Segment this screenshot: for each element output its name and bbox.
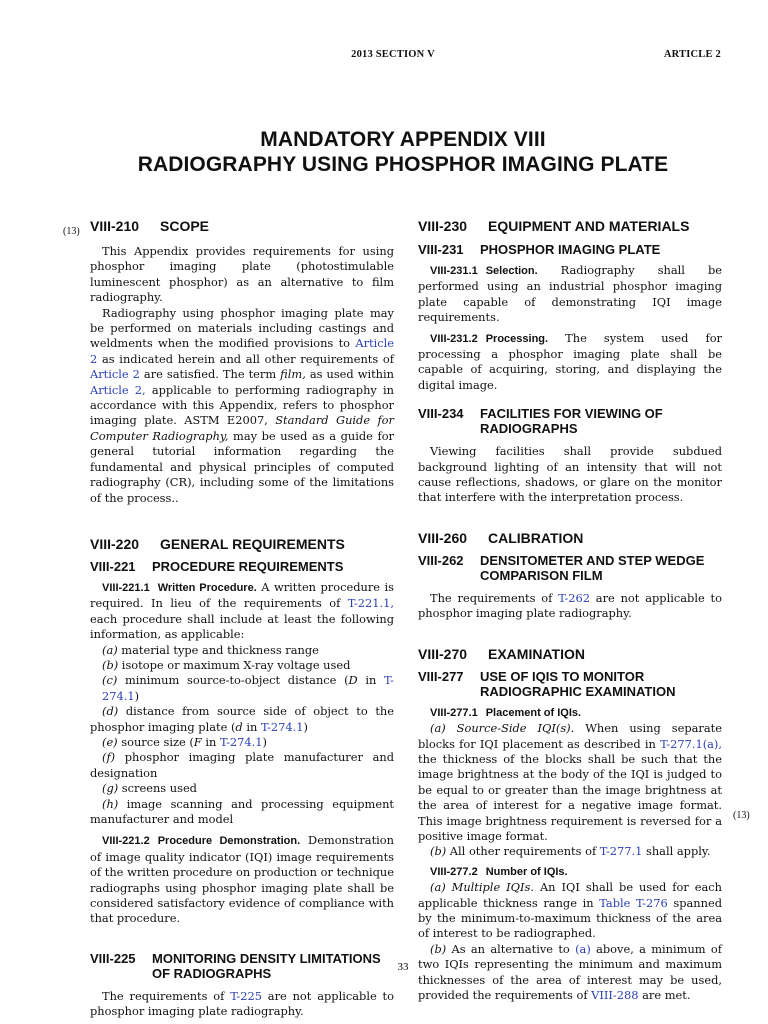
section-heading-220: VIII-220 GENERAL REQUIREMENTS bbox=[90, 535, 345, 552]
section-heading-230: VIII-230 EQUIPMENT AND MATERIALS bbox=[418, 218, 690, 234]
link-article-2[interactable]: Article 2 bbox=[90, 336, 394, 366]
revision-marker-right: (13) bbox=[733, 810, 750, 821]
link-t-225[interactable]: T-225 bbox=[230, 988, 262, 1003]
procedure-item-h: (h) image scanning and processing equipment manufacturer and model bbox=[90, 796, 394, 826]
number-item-b: (b) As an alternative to (a) above, a minimum of two IQIs representing the minimum and maximum thicknesses of the area of interest may be used, provided the requirements of VIII-288 are met. bbox=[418, 941, 722, 1002]
link-t-277-1-a[interactable]: T-277.1(a), bbox=[660, 736, 722, 751]
link-t-262[interactable]: T-262 bbox=[558, 590, 590, 605]
procedure-item-d: (d) distance from source side of object to the phosphor imaging plate (d in T-274.1) bbox=[90, 704, 394, 734]
placement-item-b: (b) All other requirements of T-277.1 shall apply. bbox=[430, 844, 711, 859]
procedure-item-b: (b) isotope or maximum X-ray voltage used bbox=[102, 657, 351, 672]
page-number: 33 bbox=[397, 961, 409, 973]
link-t-274-1[interactable]: T-274.1 bbox=[102, 673, 394, 703]
number-of-iqis-heading: VIII-277.2 Number of IQIs. bbox=[430, 865, 568, 878]
section-heading-231: VIII-231 PHOSPHOR IMAGING PLATE bbox=[418, 242, 661, 257]
link-viii-288[interactable]: VIII-288 bbox=[591, 988, 639, 1002]
link-t-274-1[interactable]: T-274.1 bbox=[219, 734, 263, 749]
link-t-274-1[interactable]: T-274.1 bbox=[260, 719, 304, 734]
procedure-item-f: (f) phosphor imaging plate manufacturer and designation bbox=[90, 750, 394, 780]
right-column bbox=[418, 218, 722, 1003]
number-item-a: (a) Multiple IQIs. An IQI shall be used for each applicable thickness range in Table T-276 spanned by the minimum-to-maximum thickness of the area of interest to be radiographed. bbox=[418, 880, 722, 941]
appendix-subtitle: RADIOGRAPHY USING PHOSPHOR IMAGING PLATE bbox=[137, 153, 669, 176]
running-header-article: ARTICLE 2 bbox=[663, 49, 721, 60]
section-heading-262: VIII-262 DENSITOMETER AND STEP WEDGE COMPARISON FILM bbox=[418, 552, 705, 583]
section-heading-234: VIII-234 FACILITIES FOR VIEWING OF RADIOGRAPHS bbox=[418, 406, 663, 437]
procedure-item-c: (c) minimum source-to-object distance (D in T-274.1) bbox=[102, 673, 394, 703]
left-column bbox=[90, 218, 394, 1020]
procedure-demonstration-paragraph: VIII-221.2 Procedure Demonstration. Demonstration of image quality indicator (IQI) image requirements of the written procedure on production or technique radiographs using phosphor imaging plate shall be considered satisfactory evidence of compliance with that procedure. bbox=[90, 833, 394, 926]
section-heading-210: VIII-210 SCOPE bbox=[90, 218, 210, 234]
scope-paragraph-2: Radiography using phosphor imaging plate may be performed on materials including castings and weldments when the modified provisions to Article 2 as indicated herein and all other requirements of Article 2 are satisfied. The term film, as used within Article 2, applicable to performing radiography in accordance with this Appendix, refers to phosphor imaging plate. ASTM E2007, Standard Guide for Computer Radiography, may be used as a guide for general tutorial information regarding the fundamental and physical principles of computed radiography (CR), including some of the limitations of the process.. bbox=[90, 305, 394, 505]
link-article-2[interactable]: Article 2, bbox=[90, 382, 146, 397]
densitometer-paragraph: The requirements of T-262 are not applicable to phosphor imaging plate radiography. bbox=[418, 590, 722, 621]
running-header-section: 2013 SECTION V bbox=[351, 49, 435, 60]
viewing-facilities-paragraph: Viewing facilities shall provide subdued background lighting of an intensity that will not cause reflections, shadows, or glare on the monitor that interfere with the interpretation process. bbox=[418, 444, 722, 505]
written-procedure-paragraph: VIII-221.1 Written Procedure. A written procedure is required. In lieu of the requirements of T-221.1, each procedure shall include at least the following information, as applicable: bbox=[90, 579, 394, 642]
placement-item-a: (a) Source-Side IQI(s). When using separate blocks for IQI placement as described in T-277.1(a), the thickness of the blocks shall be such that the image brightness at the body of the IQI is judged to be equal to or greater than the image brightness at the area of interest for a negative image format. This image brightness requirement is reversed for a positive image format. bbox=[418, 721, 722, 843]
section-heading-277: VIII-277 USE OF IQIS TO MONITOR RADIOGRAPHIC EXAMINATION bbox=[418, 668, 676, 699]
selection-paragraph: VIII-231.1 Selection. Radiography shall be performed using an industrial phosphor imaging plate capable of demonstrating IQI image requirements. bbox=[418, 263, 722, 325]
section-heading-221: VIII-221 PROCEDURE REQUIREMENTS bbox=[90, 558, 344, 574]
procedure-item-g: (g) screens used bbox=[102, 781, 197, 796]
link-t-221-1[interactable]: T-221.1, bbox=[347, 596, 394, 611]
placement-heading: VIII-277.1 Placement of IQIs. bbox=[430, 706, 582, 719]
procedure-item-e: (e) source size (F in T-274.1) bbox=[102, 734, 267, 749]
link-article-2[interactable]: Article 2 bbox=[90, 367, 140, 382]
section-heading-260: VIII-260 CALIBRATION bbox=[418, 529, 584, 546]
link-table-t-276[interactable]: Table T-276 bbox=[599, 895, 668, 910]
scope-paragraph-1: This Appendix provides requirements for using phosphor imaging plate (photostimulable luminescent phosphor) as an alternative to film radiography. bbox=[90, 244, 394, 305]
revision-marker-left: (13) bbox=[63, 226, 80, 237]
appendix-title: MANDATORY APPENDIX VIII bbox=[260, 128, 546, 151]
procedure-item-a: (a) material type and thickness range bbox=[102, 642, 319, 657]
processing-paragraph: VIII-231.2 Processing. The system used for processing a phosphor imaging plate shall be capable of acquiring, storing, and displaying the digital image. bbox=[418, 330, 722, 392]
section-heading-225: VIII-225 MONITORING DENSITY LIMITATIONS OF RADIOGRAPHS bbox=[90, 950, 381, 981]
monitoring-density-paragraph: The requirements of T-225 are not applicable to phosphor imaging plate radiography. bbox=[90, 988, 394, 1019]
link-t-277-1[interactable]: T-277.1 bbox=[599, 844, 643, 859]
section-heading-270: VIII-270 EXAMINATION bbox=[418, 645, 585, 662]
link-item-a[interactable]: (a) bbox=[575, 941, 591, 956]
